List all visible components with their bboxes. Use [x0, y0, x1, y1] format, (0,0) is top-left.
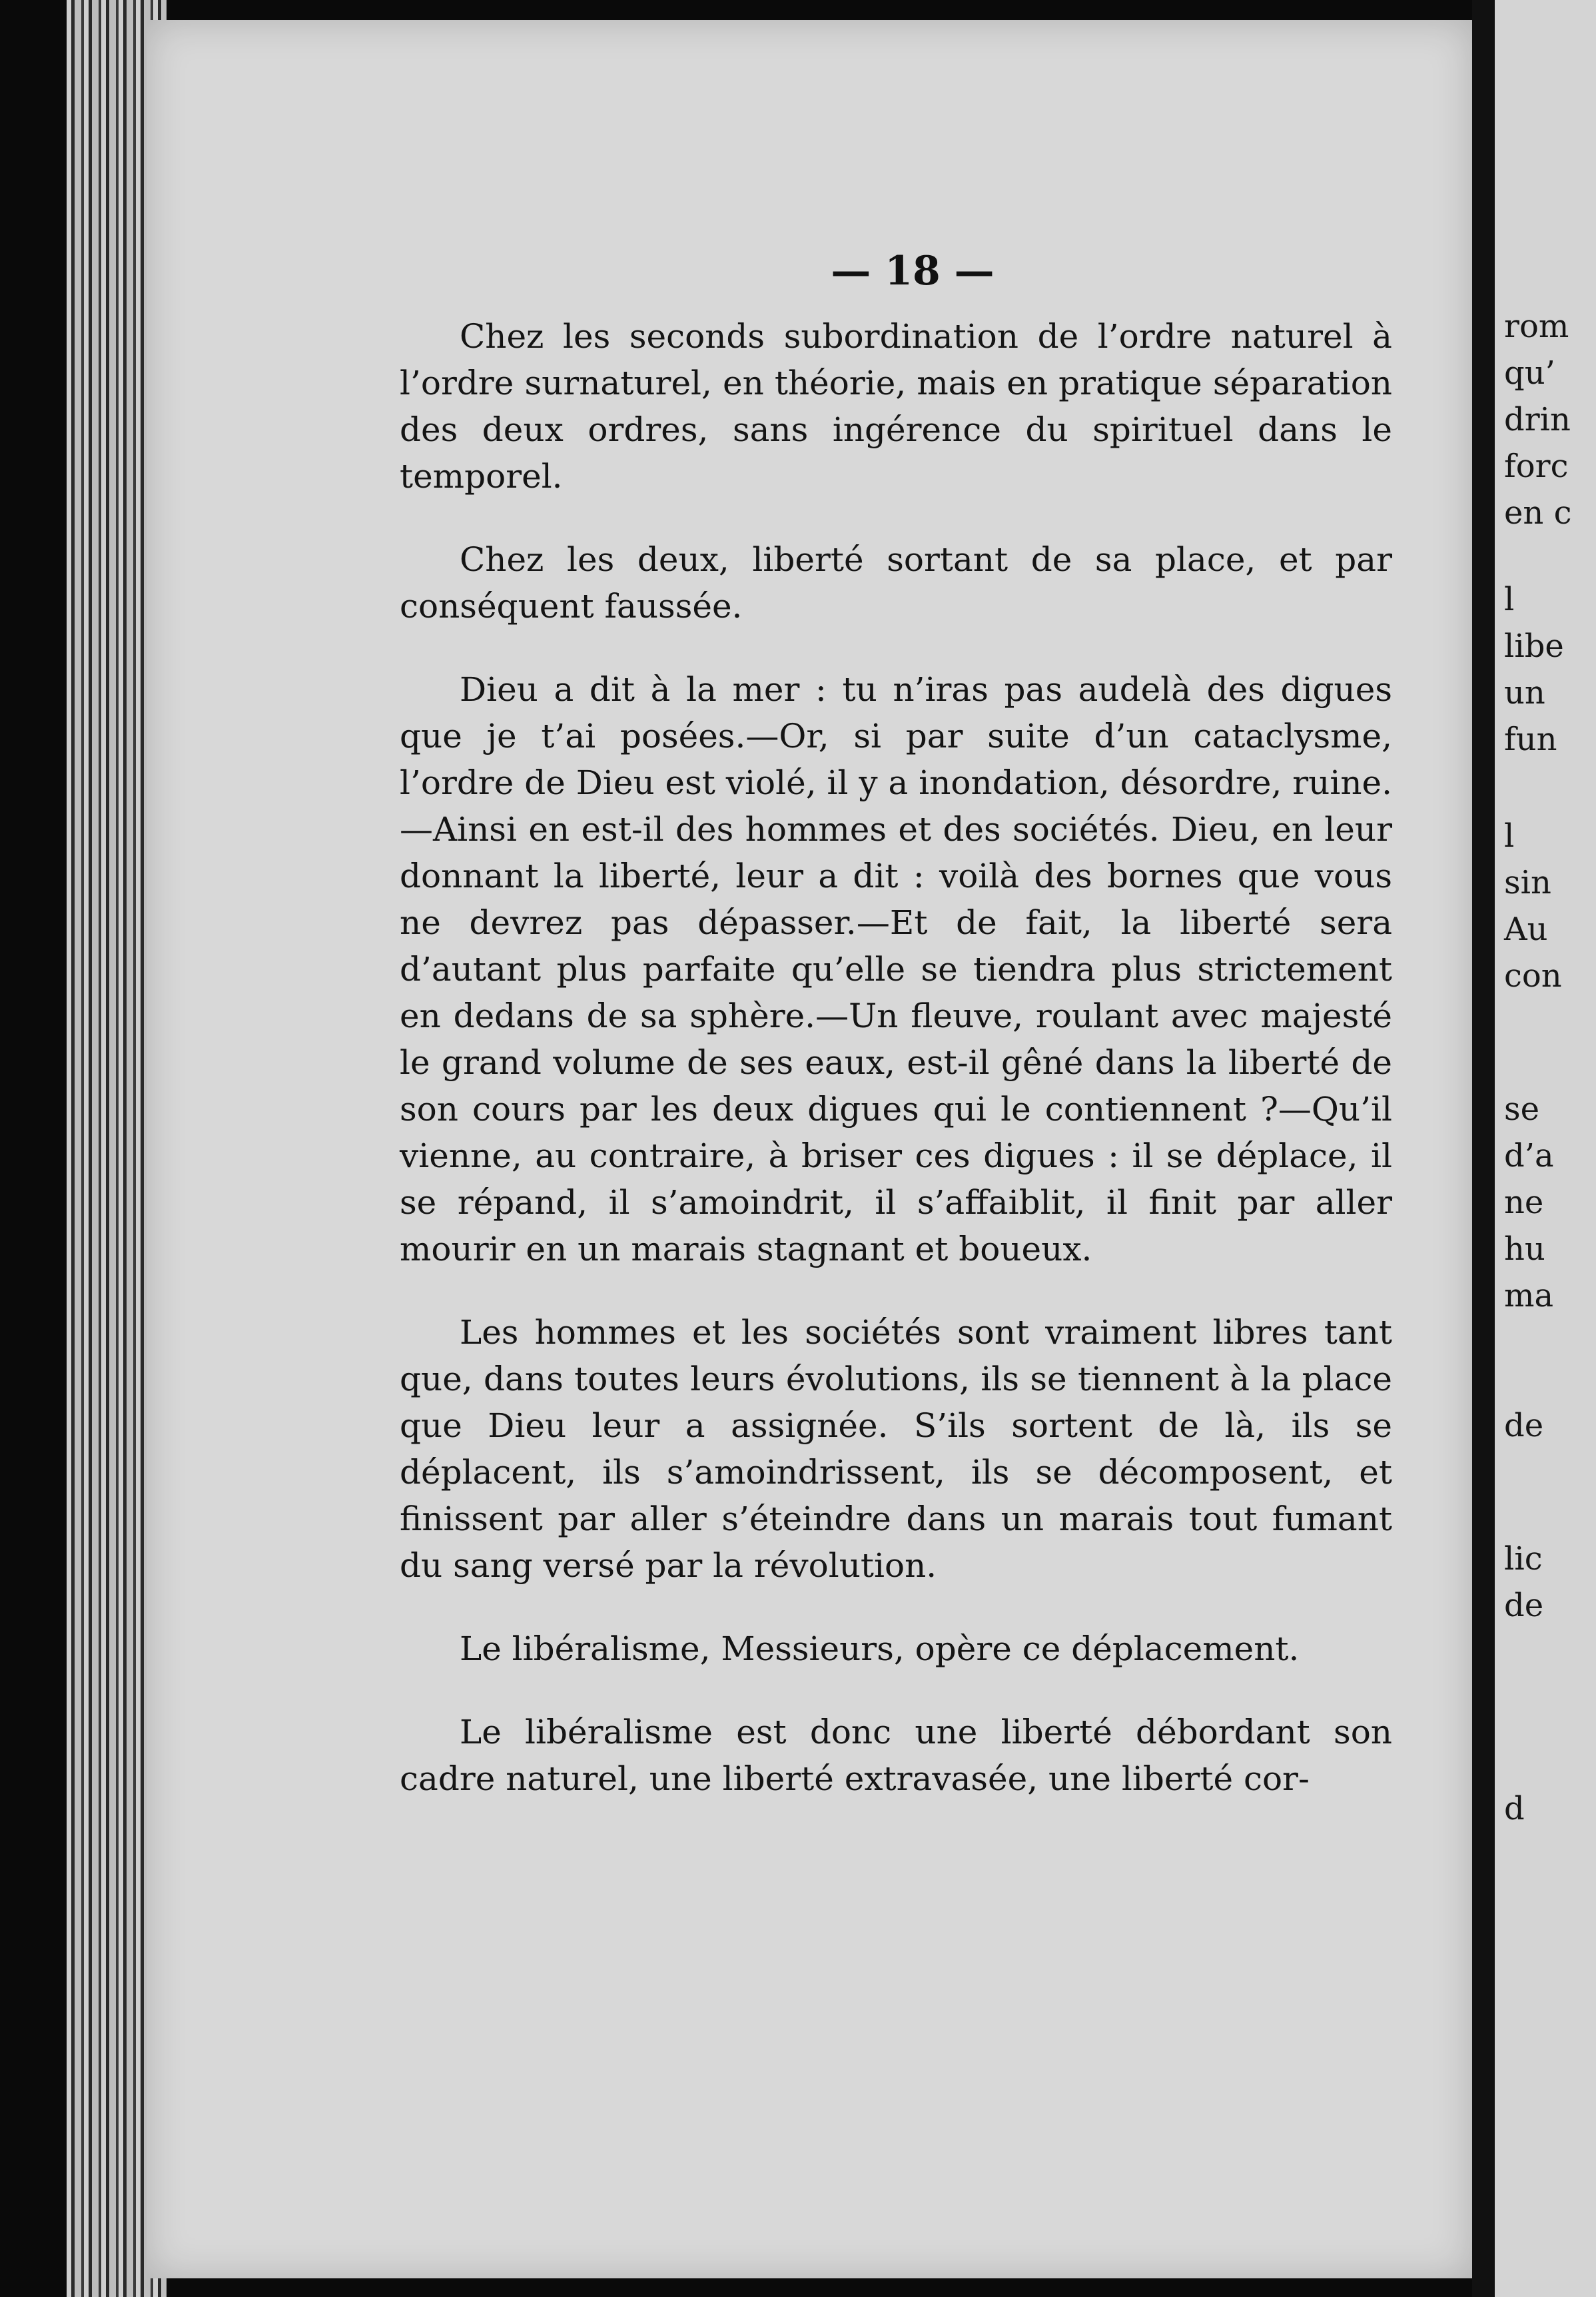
paragraph: Le libéralisme est donc une liberté débordant son cadre naturel, une liberté extravasée, une liberté cor- — [400, 1713, 1392, 1798]
next-page-fragment: se — [1504, 1091, 1540, 1128]
book-gutter — [1472, 0, 1495, 2297]
next-page-fragment: un — [1504, 674, 1545, 711]
paragraph: Chez les seconds subordination de l’ordre naturel à l’ordre surnaturel, en théorie, mais en pratique séparation des deux ordres, sans ingérence du spirituel dans le temporel. — [400, 317, 1392, 496]
next-page-fragment: l — [1504, 817, 1515, 855]
next-page-fragment: ne — [1504, 1184, 1544, 1221]
page-text — [400, 313, 1392, 1802]
next-page-fragment: hu — [1504, 1230, 1545, 1268]
paragraph: Dieu a dit à la mer : tu n’iras pas audelà des digues que je t’ai posées.—Or, si par suite d’un cataclysme, l’ordre de Dieu est violé, il y a inondation, désordre, ruine.—Ainsi en est-il des hommes et des sociétés. Dieu, en leur donnant la liberté, leur a dit : voilà des bornes que vous ne devrez pas dépasser.—Et de fait, la liberté sera d’autant plus parfaite qu’elle se tiendra plus strictement en dedans de sa sphère.—Un fleuve, roulant avec majesté le grand volume de ses eaux, est-il gêné dans la liberté de son cours par les deux digues qui le contiennent ?—Qu’il vienne, au contraire, à briser ces digues : il se déplace, il se répand, il s’amoindrit, il s’affaiblit, il finit par aller mourir en un marais stagnant et boueux. — [400, 670, 1393, 1268]
next-page-fragment: en c — [1504, 494, 1572, 532]
next-page-fragment: con — [1504, 957, 1562, 995]
next-page-fragment: qu’ — [1504, 354, 1555, 392]
next-page-fragment: forc — [1504, 448, 1569, 485]
paragraph: Les hommes et les sociétés sont vraiment libres tant que, dans toutes leurs évolutions, ils se tiennent à la place que Dieu leur a assignée. S’ils sortent de là, ils se déplacent, ils s’amoindrissent, ils se décomposent, et finissent par aller s’éteindre dans un marais tout fumant du sang versé par la révolution. — [400, 1313, 1392, 1585]
paragraph: Le libéralisme, Messieurs, opère ce déplacement. — [460, 1629, 1300, 1668]
next-page-fragment: lic — [1504, 1540, 1543, 1578]
page-number: — 18 — — [831, 248, 995, 294]
next-page-fragment: libe — [1504, 628, 1564, 665]
next-page-fragment: de — [1504, 1587, 1544, 1624]
next-page-fragment: l — [1504, 581, 1515, 618]
next-page-fragment: fun — [1504, 721, 1557, 758]
next-page-fragment: d — [1504, 1790, 1525, 1827]
next-page-fragment: Au — [1504, 911, 1548, 948]
paragraph: Chez les deux, liberté sortant de sa place, et par conséquent faussée. — [400, 540, 1392, 626]
next-page-fragment: d’a — [1504, 1137, 1554, 1174]
next-page-fragment: sin — [1504, 864, 1551, 901]
next-page-fragment: rom — [1504, 308, 1569, 345]
next-page-fragment: de — [1504, 1407, 1544, 1444]
next-page-fragment: drin — [1504, 401, 1571, 438]
next-page-fragment: ma — [1504, 1277, 1554, 1314]
